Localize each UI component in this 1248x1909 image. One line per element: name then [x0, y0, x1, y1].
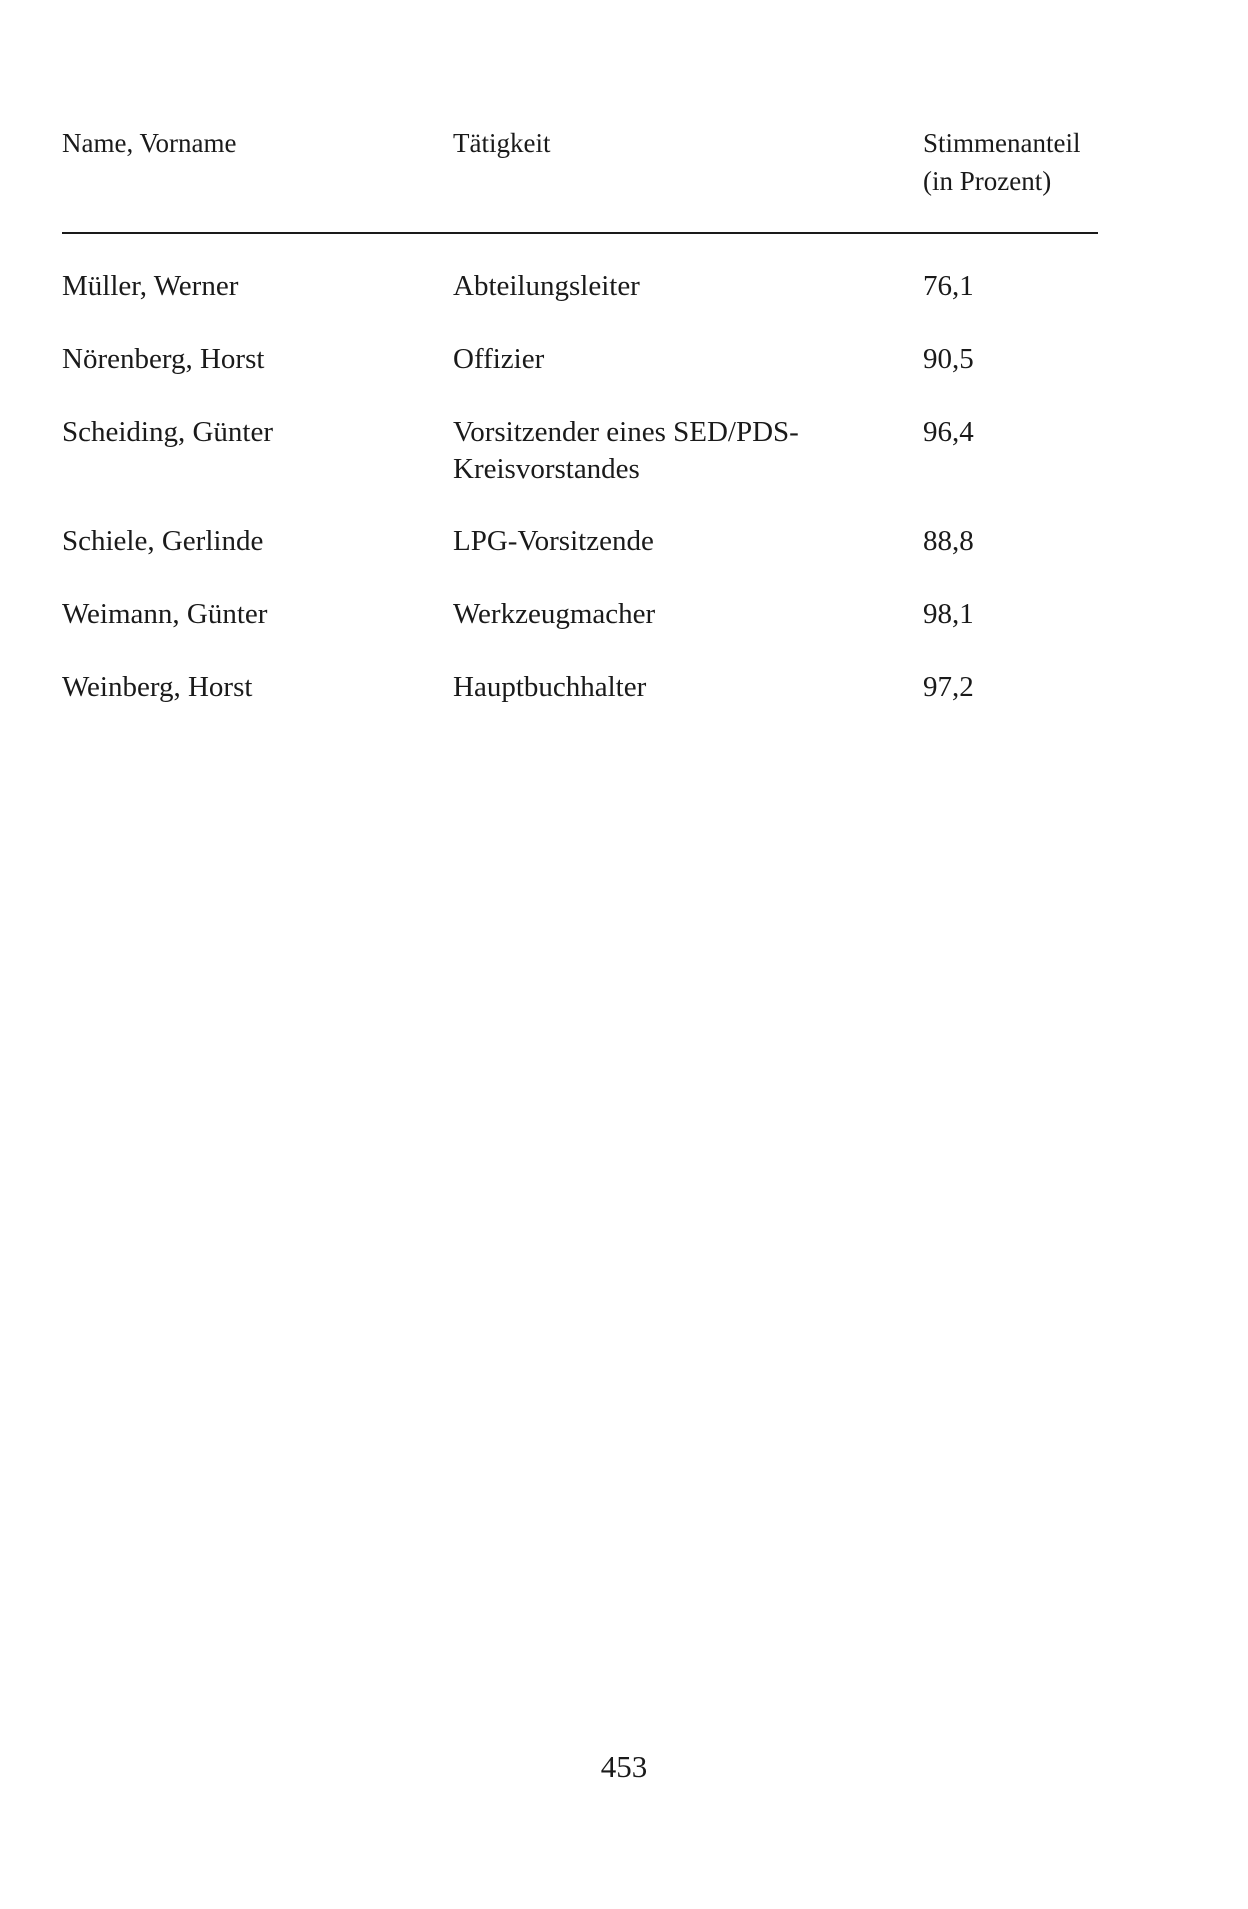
occupation-cell: Werkzeugmacher [453, 598, 656, 630]
name-cell: Nörenberg, Horst [62, 343, 265, 375]
occupation-cell [453, 414, 873, 488]
vote-share-cell: 76,1 [923, 270, 974, 302]
table-row [0, 341, 1248, 414]
table-row [0, 414, 1248, 523]
occupation-cell: Offizier [453, 343, 545, 375]
table-row [0, 523, 1248, 596]
occupation-cell: Hauptbuchhalter [453, 671, 647, 703]
occupation-line1: Vorsitzender eines SED/PDS- [453, 416, 799, 448]
name-cell: Scheiding, Günter [62, 416, 274, 448]
vote-share-cell: 96,4 [923, 416, 974, 448]
column-header-vote-share [923, 124, 1080, 200]
table-row [0, 596, 1248, 669]
table-row [0, 669, 1248, 742]
table-body [0, 268, 1248, 742]
column-header-name: Name, Vorname [62, 128, 237, 158]
name-cell: Weimann, Günter [62, 598, 268, 630]
page-number: 453 [600, 1749, 648, 1784]
vote-share-cell: 98,1 [923, 598, 974, 630]
name-cell: Müller, Werner [62, 270, 239, 302]
column-header-occupation: Tätigkeit [453, 128, 551, 158]
occupation-cell: Abteilungsleiter [453, 270, 640, 302]
vote-share-cell: 97,2 [923, 671, 974, 703]
header-divider [62, 232, 1098, 234]
occupation-line2: Kreisvorstandes [453, 453, 640, 485]
table-row [0, 268, 1248, 341]
occupation-cell: LPG-Vorsitzende [453, 525, 654, 557]
vote-share-cell: 90,5 [923, 343, 974, 375]
name-cell: Weinberg, Horst [62, 671, 253, 703]
vote-share-cell: 88,8 [923, 525, 974, 557]
column-header-vote-share-line2: (in Prozent) [923, 166, 1052, 196]
name-cell: Schiele, Gerlinde [62, 525, 264, 557]
column-header-vote-share-line1: Stimmenanteil [923, 128, 1081, 158]
